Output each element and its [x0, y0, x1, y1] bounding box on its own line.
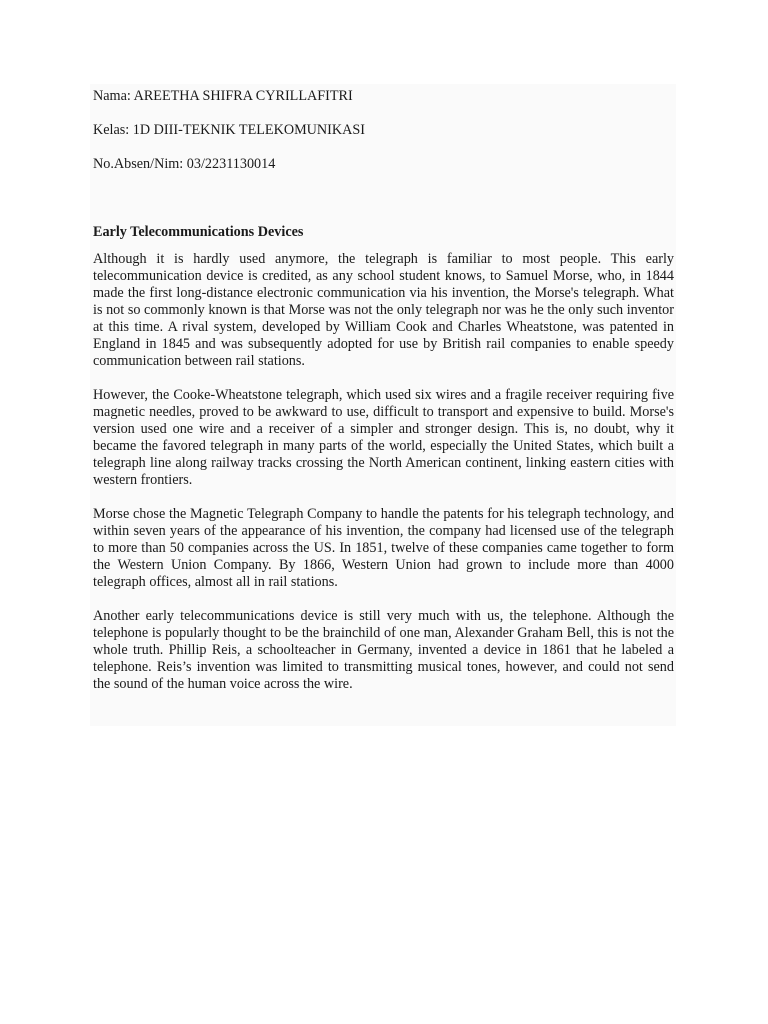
- student-class-line: Kelas: 1D DIII-TEKNIK TELEKOMUNIKASI: [93, 122, 366, 138]
- article-paragraph-3: Morse chose the Magnetic Telegraph Company to handle the patents for his telegraph technology, and within seven years of the appearance of his invention, the company had licensed use of the telegraph to more than 50 companies across the US. In 1851, twelve of these companies came together to form the Western Union Company. By 1866, Western Union had grown to include more than 4000 telegraph offices, almost all in rail stations.: [93, 506, 674, 590]
- article-paragraph-1: Although it is hardly used anymore, the telegraph is familiar to most people. This early telecommunication device is credited, as any school student knows, to Samuel Morse, who, in 1844 made the first long-distance electronic communication via his invention, the Morse's telegraph. What is not so commonly known is that Morse was not the only telegraph nor was he the only such inventor at this time. A rival system, developed by William Cook and Charles Wheatstone, was patented in England in 1845 and was subsequently adopted for use by British rail companies to enable speedy communication between rail stations.: [93, 251, 674, 369]
- student-name-line: Nama: AREETHA SHIFRA CYRILLAFITRI: [93, 88, 353, 104]
- document-text-block: [90, 84, 676, 726]
- article-title: Early Telecommunications Devices: [93, 224, 304, 240]
- article-paragraph-4: Another early telecommunications device is still very much with us, the telephone. Although the telephone is popularly thought to be the brainchild of one man, Alexander Graham Bell, this is not the whole truth. Phillip Reis, a schoolteacher in Germany, invented a device in 1861 that he labeled a telephone. Reis’s invention was limited to transmitting musical tones, however, and could not send the sound of the human voice across the wire.: [93, 608, 674, 692]
- article-paragraph-2: However, the Cooke-Wheatstone telegraph, which used six wires and a fragile receiver requiring five magnetic needles, proved to be awkward to use, difficult to transport and expensive to build. Morse's version used one wire and a receiver of a simpler and stronger design. This is, no doubt, why it became the favored telegraph in many parts of the world, especially the United States, which built a telegraph line along railway tracks crossing the North American continent, linking eastern cities with western frontiers.: [93, 387, 674, 488]
- student-id-line: No.Absen/Nim: 03/2231130014: [93, 156, 276, 172]
